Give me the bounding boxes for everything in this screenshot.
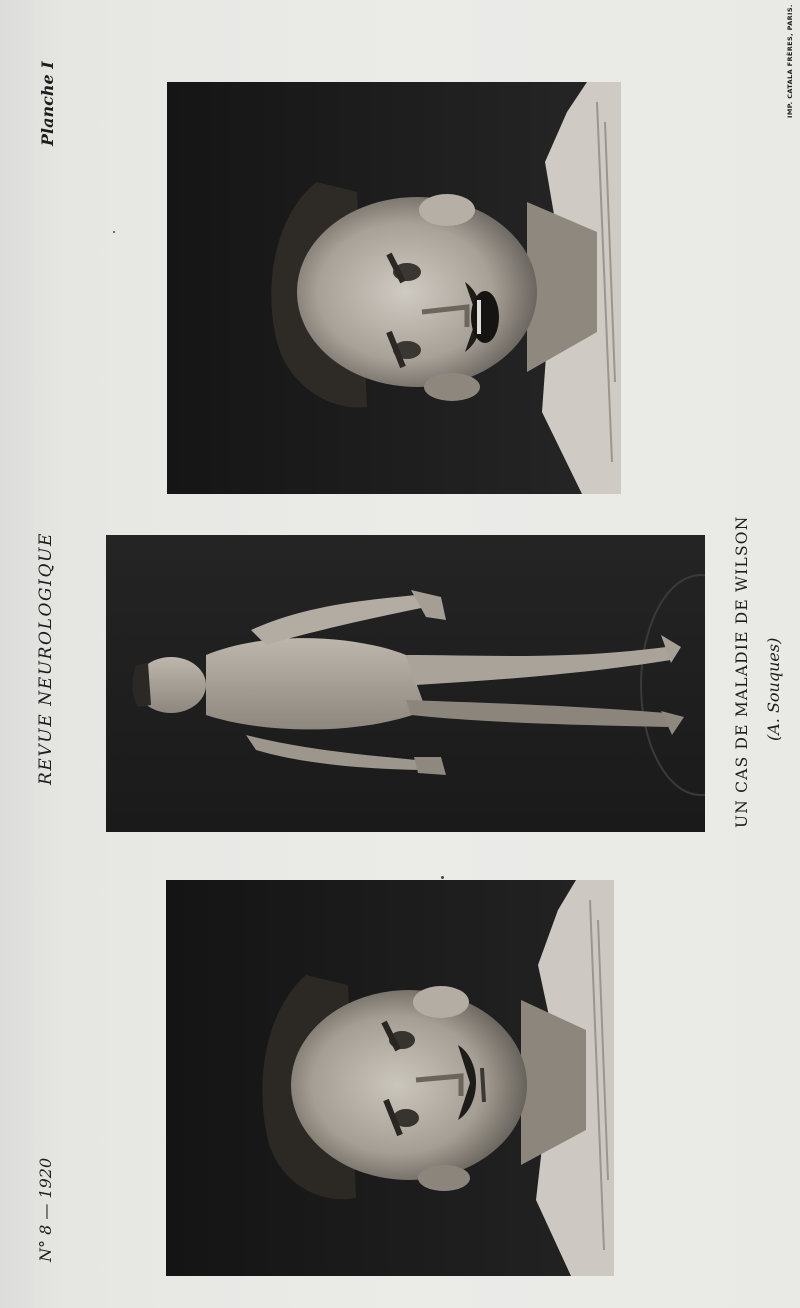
issue-number: N° 8 — 1920: [36, 1157, 55, 1262]
full-length-photo: [106, 535, 705, 832]
plate-author: (A. Souques): [764, 637, 783, 741]
portrait-neutral-image: [166, 880, 614, 1276]
full-length-figure-image: [106, 535, 705, 832]
print-speck: [441, 876, 444, 879]
portrait-smiling-image: [167, 82, 621, 494]
printer-imprint: IMP. CATALA FRÈRES, PARIS.: [786, 4, 794, 118]
journal-title: REVUE NEUROLOGIQUE: [36, 532, 56, 785]
portrait-photo-neutral: [166, 880, 614, 1276]
portrait-photo-smiling: [167, 82, 621, 494]
plate-number: Planche I: [38, 61, 57, 146]
print-speck: [113, 231, 115, 233]
plate-caption: UN CAS DE MALADIE DE WILSON: [733, 515, 751, 828]
